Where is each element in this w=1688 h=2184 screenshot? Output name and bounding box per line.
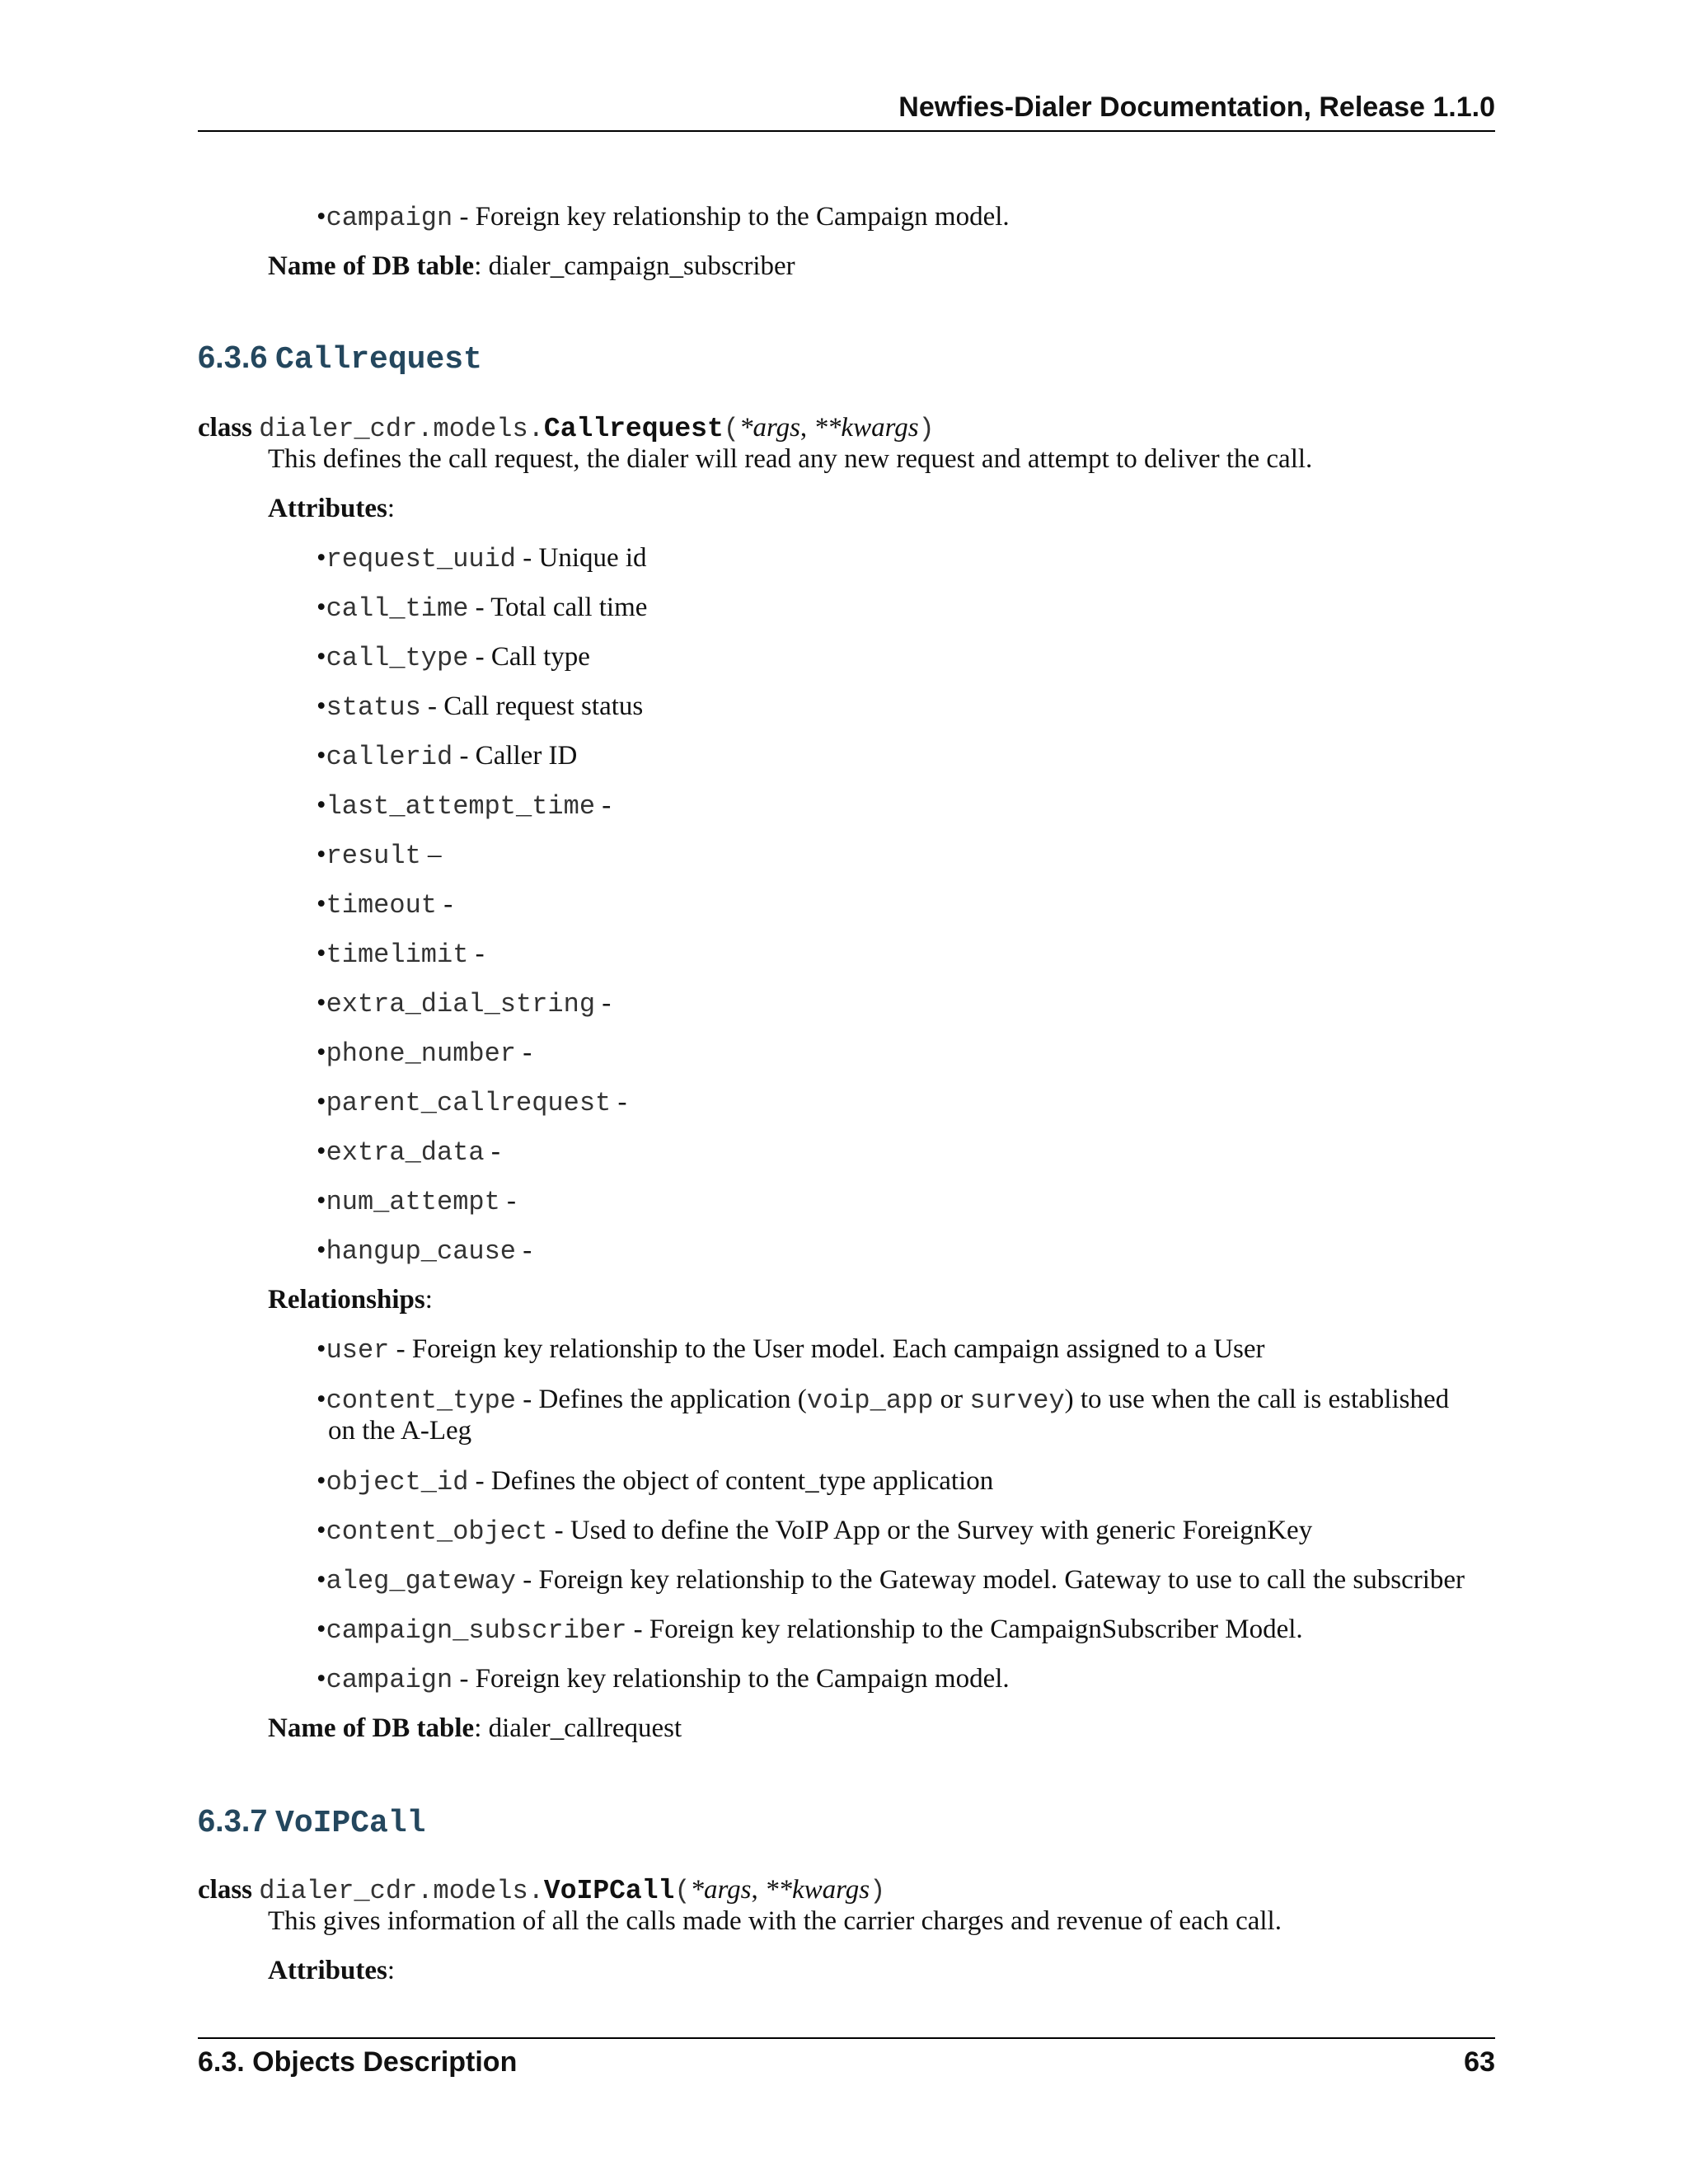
inline-code: voip_app [806,1385,934,1416]
attribute-code: call_type [326,643,469,673]
attribute-code: result [326,841,421,871]
section-number: 6.3.6 [198,340,268,375]
attribute-code: extra_dial_string [326,989,596,1019]
sig-args: *args [690,1875,752,1905]
sig-close: ) [918,414,935,444]
sig-close: ) [870,1876,886,1906]
attribute-code: parent_callrequest [326,1088,612,1118]
footer-rule [198,2037,1495,2039]
list-item: •callerid - Caller ID [316,741,578,772]
list-item: •hangup_cause - [316,1235,532,1267]
relationship-desc: - Foreign key relationship to the Gateway model. Gateway to use to call the subscriber [516,1565,1465,1595]
list-item: •num_attempt - [316,1186,517,1217]
attribute-desc: - [516,1038,532,1067]
relationship-desc: or [933,1385,970,1414]
class-module: dialer_cdr.models. [259,414,544,444]
attribute-desc: - [595,790,612,820]
attribute-desc: – [420,840,442,869]
relationships-label: Relationships [268,1285,425,1315]
db-table-line [268,249,795,284]
attribute-code: num_attempt [326,1187,500,1217]
db-table-value: : dialer_callrequest [474,1713,682,1743]
sig-sep: , [799,413,814,443]
db-table-label: Name of DB table [268,251,475,281]
list-item: •extra_data - [316,1137,500,1168]
attribute-code: phone_number [326,1038,516,1069]
relationship-code: object_id [326,1467,469,1497]
attribute-desc: - Call type [468,642,590,672]
sig-kwargs: **kwargs [765,1875,870,1905]
sig-sep: , [751,1875,766,1905]
attribute-desc: - Foreign key relationship to the Campaign model. [452,202,1010,232]
list-item: •campaign - Foreign key relationship to the Campaign model. [316,202,1010,233]
class-keyword: class [198,413,252,443]
attribute-code: status [326,692,421,723]
list-item: •campaign - Foreign key relationship to the Campaign model. [316,1664,1010,1695]
attribute-code: request_uuid [326,544,516,574]
class-name: Callrequest [543,414,724,444]
attribute-desc: - [499,1186,517,1216]
list-item: •request_uuid - Unique id [316,543,647,574]
db-table-value: : dialer_campaign_subscriber [474,251,795,281]
class-description: This defines the call request, the dialer will read any new request and attempt to deliver the call. [268,444,1313,474]
list-item: •phone_number - [316,1038,532,1069]
relationship-desc: - Foreign key relationship to the User model. Each campaign assigned to a User [389,1334,1265,1364]
list-item: •parent_callrequest - [316,1087,627,1118]
db-table-label: Name of DB table [268,1713,475,1743]
attributes-label: Attributes [268,494,387,523]
list-item: •timeout - [316,889,453,921]
attribute-desc: - [595,988,612,1018]
attribute-desc: - [468,939,485,968]
attribute-desc: - [484,1137,500,1166]
section-heading-voipcall [198,1802,425,1844]
relationship-desc: - Foreign key relationship to the CampaignSubscriber Model. [626,1615,1303,1644]
attributes-label: Attributes [268,1956,387,1985]
class-keyword: class [198,1875,252,1905]
attributes-heading: Attributes: [268,1956,395,1985]
list-item: •content_type - Defines the application (voip_app or survey) to use when the call is established on the A-Leg [316,1385,1495,1446]
running-header: Newfies-Dialer Documentation, Release 1.1.0 [898,91,1495,123]
relationships-heading: Relationships: [268,1285,433,1315]
list-item: •extra_dial_string - [316,988,612,1019]
list-item: •aleg_gateway - Foreign key relationship to the Gateway model. Gateway to use to call the subscriber [316,1565,1465,1596]
attribute-code: call_time [326,593,469,624]
sig-open: ( [674,1876,691,1906]
attribute-code: hangup_cause [326,1236,516,1267]
list-item: •last_attempt_time - [316,790,612,822]
list-item: •content_object - Used to define the VoIP App or the Survey with generic ForeignKey [316,1516,1313,1547]
relationship-code: campaign [326,1665,453,1695]
attribute-code: callerid [326,742,453,772]
attribute-code: last_attempt_time [326,791,596,822]
list-item: •result – [316,840,442,871]
list-item: •status - Call request status [316,691,644,723]
page-number: 63 [1464,2046,1495,2078]
db-table-line [268,1711,682,1746]
attribute-desc: - Unique id [516,543,647,573]
attribute-desc: - Caller ID [452,741,578,771]
class-description: This gives information of all the calls made with the carrier charges and revenue of each call. [268,1906,1282,1936]
header-rule [198,130,1495,132]
sig-args: *args [738,413,800,443]
section-number: 6.3.7 [198,1804,268,1839]
attribute-desc: - Call request status [420,691,644,721]
list-item: •call_time - Total call time [316,593,648,624]
attribute-code: extra_data [326,1137,485,1168]
relationship-desc: ) to use when the call is established [1064,1385,1450,1414]
section-heading-callrequest [198,338,482,380]
relationship-desc-continuation: on the A-Leg [328,1416,472,1446]
class-module: dialer_cdr.models. [259,1876,544,1906]
relationship-code: content_type [326,1385,516,1416]
relationship-code: campaign_subscriber [326,1615,627,1646]
attribute-desc: - [436,889,453,919]
list-item: •call_type - Call type [316,642,590,673]
section-name: Callrequest [275,342,482,377]
list-item: •campaign_subscriber - Foreign key relationship to the CampaignSubscriber Model. [316,1615,1303,1646]
attribute-code: timelimit [326,940,469,970]
relationship-desc: - Defines the application ( [516,1385,807,1414]
list-item: •user - Foreign key relationship to the User model. Each campaign assigned to a User [316,1334,1265,1366]
list-item: •object_id - Defines the object of content_type application [316,1466,994,1497]
class-name: VoIPCall [543,1876,675,1906]
list-item: •timelimit - [316,939,485,970]
attribute-desc: - [611,1087,627,1117]
sig-kwargs: **kwargs [814,413,919,443]
relationship-code: aleg_gateway [326,1566,516,1596]
section-name: VoIPCall [275,1806,426,1841]
footer-section: 6.3. Objects Description [198,2046,518,2078]
relationship-code: user [326,1335,390,1366]
attribute-code: timeout [326,890,437,921]
relationship-code: content_object [326,1516,548,1547]
attribute-desc: - Total call time [468,593,648,622]
attribute-code: campaign [326,203,453,233]
attribute-desc: - [516,1235,532,1265]
inline-code: survey [969,1385,1065,1416]
attributes-heading: Attributes: [268,494,395,523]
sig-open: ( [723,414,739,444]
relationship-desc: - Defines the object of content_type application [468,1466,994,1496]
relationship-desc: - Foreign key relationship to the Campaign model. [452,1664,1010,1694]
relationship-desc: - Used to define the VoIP App or the Survey with generic ForeignKey [547,1516,1313,1545]
